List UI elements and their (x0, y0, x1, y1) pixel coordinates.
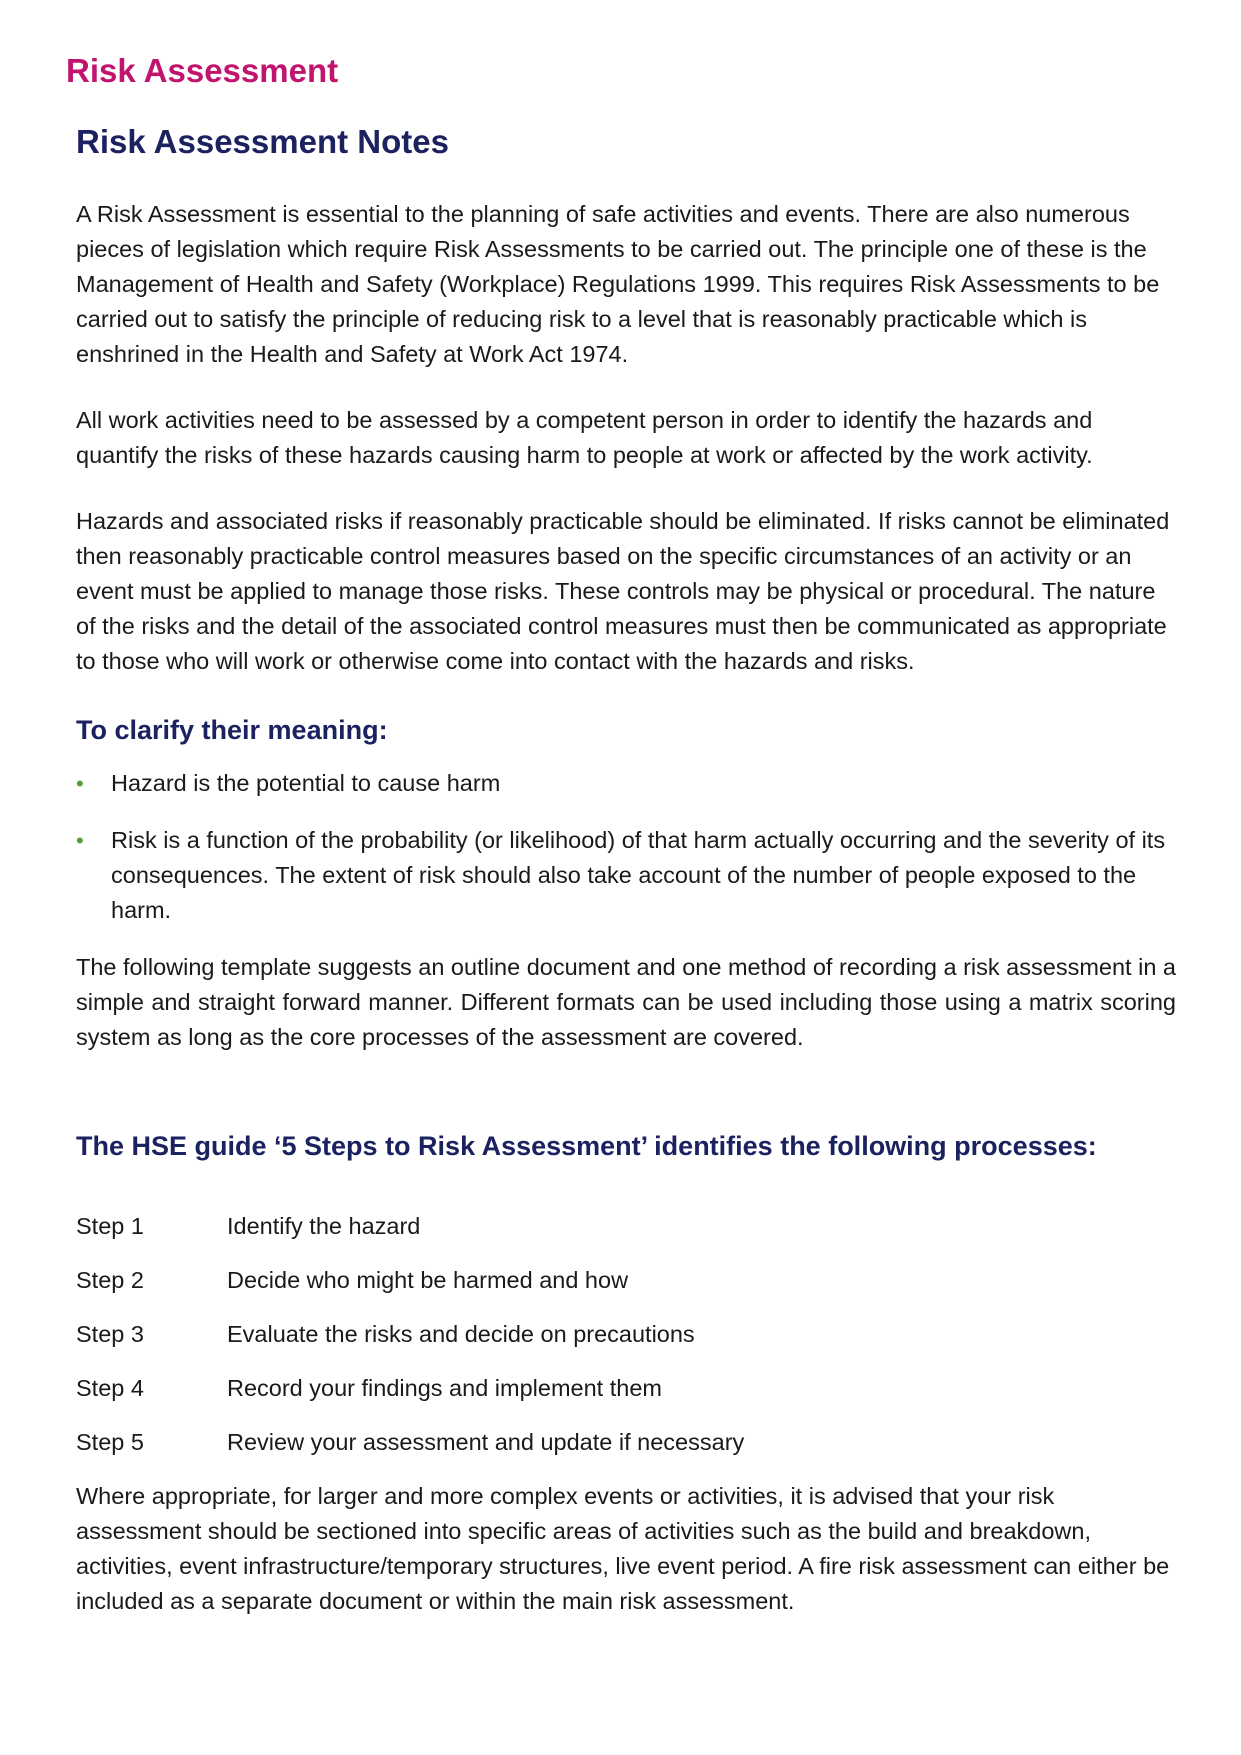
section-title: Risk Assessment (66, 52, 339, 89)
template-paragraph: The following template suggests an outline document and one method of recording a risk assessment in a simple and straight forward manner. Different formats can be used including those using a matrix scoring system as long as the core processes of the assessment are covered. (76, 954, 1176, 1050)
assessment-paragraph: All work activities need to be assessed by a competent person in order to identify the hazards and quantify the risks of these hazards causing harm to people at work or affected by the work activity. (76, 407, 1093, 468)
hse-heading: The HSE guide ‘5 Steps to Risk Assessment’ identifies the following processes: (76, 1131, 1097, 1161)
step-label: Step 2 (76, 1267, 144, 1293)
page-title: Risk Assessment Notes (76, 123, 449, 160)
list-item (76, 766, 1176, 801)
step-label: Step 5 (76, 1429, 144, 1455)
step-text: Review your assessment and update if necessary (227, 1429, 745, 1455)
step-label: Step 1 (76, 1213, 144, 1239)
list-item-text: Hazard is the potential to cause harm (111, 770, 501, 796)
intro-paragraph: A Risk Assessment is essential to the planning of safe activities and events. There are also numerous pieces of legislation which require Risk Assessments to be carried out. The principle one of these is the Management of Health and Safety (Workplace) Regulations 1999. This requires Risk Assessments to be carried out to satisfy the principle of reducing risk to a level that is reasonably practicable which is enshrined in the Health and Safety at Work Act 1974. (76, 201, 1160, 367)
step-row (76, 1209, 1176, 1244)
closing-paragraph: Where appropriate, for larger and more complex events or activities, it is advised that your risk assessment should be sectioned into specific areas of activities such as the build and breakdown, activities, event infrastructure/temporary structures, live event period. A fire risk assessment can either be included as a separate document or within the main risk assessment. (76, 1483, 1170, 1614)
step-text: Evaluate the risks and decide on precautions (227, 1321, 695, 1347)
steps-list (76, 1209, 1176, 1460)
list-item-text: Risk is a function of the probability (or likelihood) of that harm actually occurring and the severity of its consequences. The extent of risk should also take account of the number of people exposed to the harm. (111, 827, 1166, 923)
step-row (76, 1263, 1176, 1298)
bullet-icon: • (76, 771, 84, 796)
controls-paragraph: Hazards and associated risks if reasonably practicable should be eliminated. If risks cannot be eliminated then reasonably practicable control measures based on the specific circumstances of an activity or an event must be applied to manage those risks. These controls may be physical or procedural. The nature of the risks and the detail of the associated control measures must then be communicated as appropriate to those who will work or otherwise come into contact with the hazards and risks. (76, 508, 1170, 674)
definitions-list (76, 766, 1176, 928)
bullet-icon: • (76, 828, 84, 853)
step-label: Step 3 (76, 1321, 144, 1347)
clarify-heading: To clarify their meaning: (76, 715, 388, 745)
step-text: Decide who might be harmed and how (227, 1267, 629, 1293)
step-row (76, 1317, 1176, 1352)
step-row (76, 1371, 1176, 1406)
step-row (76, 1425, 1176, 1460)
step-text: Record your findings and implement them (227, 1375, 662, 1401)
step-label: Step 4 (76, 1375, 144, 1401)
step-text: Identify the hazard (227, 1213, 421, 1239)
document-body (76, 118, 1176, 1650)
list-item (76, 823, 1176, 928)
